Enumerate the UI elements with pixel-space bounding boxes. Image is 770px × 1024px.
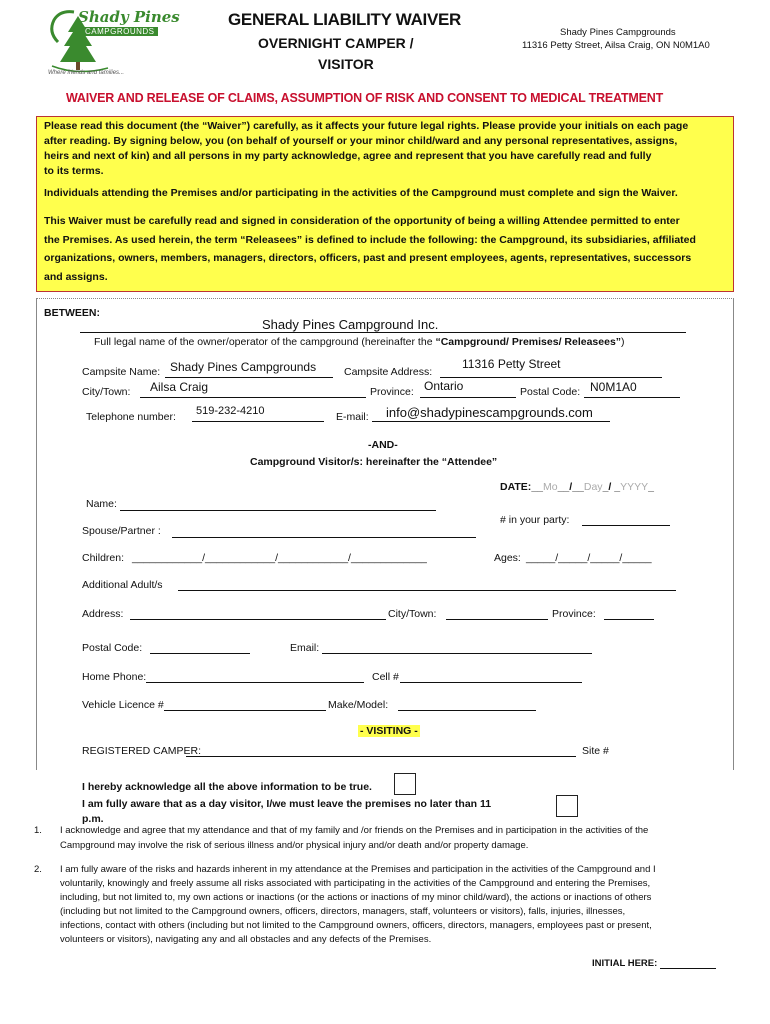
registered-camper-label: REGISTERED CAMPER: [82,745,202,757]
postal-label: Postal Code: [520,386,581,398]
ack-line-2a: I am fully aware that as a day visitor, I/we must leave the premises no later than 11 [82,798,492,810]
clause-2-line-4: (including but not limited to the Campground owners, officers, directors, managers, staff, volunteers or visitors), falls, injuries, illnesses, [60,906,626,917]
visitor-email-field[interactable] [322,653,592,654]
initial-here-label: INITIAL HERE: [592,958,658,969]
ack-checkbox-1[interactable] [394,773,416,795]
campsite-name-label: Campsite Name: [82,366,161,378]
visitor-postal-label: Postal Code: [82,642,143,654]
email-field[interactable] [372,421,610,422]
clause-1-line-2: Campground may involve the risk of serious illness and/or physical injury and/or death and/or property damage. [60,840,529,851]
children-label: Children: [82,552,125,564]
additional-adults-label: Additional Adult/s [82,579,163,591]
province-value: Ontario [424,379,464,393]
email-value: info@shadypinescampgrounds.com [386,405,593,420]
party-field[interactable] [582,525,670,526]
additional-adults-field[interactable] [178,590,676,591]
home-phone-label: Home Phone: [82,671,147,683]
registered-camper-field[interactable] [186,756,576,757]
notice-p3-l2: the Premises. As used herein, the term “Releasees” is defined to include the following: the Campground, its subsidiaries, affiliated [44,234,696,246]
notice-p3-l1: This Waiver must be carefully read and signed in consideration of the opportunity of being a willing Attendee permitted to enter [44,215,680,227]
initial-here-field[interactable] [660,968,716,969]
clause-2-line-2: voluntarily, knowingly and freely assume all risks associated with participating in the activities of the Campground and entering the Premises, [60,878,651,889]
clause-2-number: 2. [34,864,42,875]
visitor-city-field[interactable] [446,619,548,620]
and-label: -AND- [368,439,398,451]
postal-field[interactable] [584,397,680,398]
address-label: Address: [82,608,124,620]
notice-p2: Individuals attending the Premises and/or participating in the activities of the Campground must complete and sign the Waiver. [44,187,678,199]
notice-p1-l3: heirs and next of kin) and all persons in my party acknowledge, agree and represent that you have carefully read and fully [44,150,652,162]
date-year: YYYY [620,481,649,493]
make-label: Make/Model: [328,699,389,711]
org-address: 11316 Petty Street, Ailsa Craig, ON N0M1A0 [522,40,710,51]
notice-p1-l2: after reading. By signing below, you (on behalf of yourself or your minor child/ward and any personal representatives, assigns, [44,135,678,147]
page-title: GENERAL LIABILITY WAIVER [228,10,462,29]
owner-name-value: Shady Pines Campground Inc. [262,317,439,332]
clause-2-line-6: volunteers or visitors), navigating any and all obstacles and any defects of the Premises. [60,934,432,945]
city-label: City/Town: [82,386,131,398]
campsite-address-label: Campsite Address: [344,366,433,378]
date-month: Mo [543,481,558,493]
visitor-province-label: Province: [552,608,596,620]
ack-checkbox-2[interactable] [556,795,578,817]
ack-line-2b: p.m. [82,813,104,825]
notice-p3-l3: organizations, owners, members, managers, directors, officers, past and present employees, agents, representatives, successors [44,252,692,264]
cell-field[interactable] [400,682,582,683]
make-field[interactable] [398,710,536,711]
clause-2-line-3: including, but not limited to, my own actions or inactions (or the actions or inactions of my minor child/ward), the actions or inactions of others [60,892,652,903]
visitor-email-label: Email: [290,642,320,654]
province-label: Province: [370,386,414,398]
children-fields[interactable]: ____________/____________/____________/_____________ [132,552,427,564]
visitor-city-label: City/Town: [388,608,437,620]
name-field[interactable] [120,510,436,511]
visitor-province-field[interactable] [604,619,654,620]
city-field[interactable] [140,397,366,398]
clause-2-line-5: infections, contact with others (including but not limited to the Campground owners, officers, directors, managers, employees past or present, [60,920,652,931]
warning-title: WAIVER AND RELEASE OF CLAIMS, ASSUMPTION OF RISK AND CONSENT TO MEDICAL TREATMENT [66,91,664,105]
visiting-label: - VISITING - [360,725,418,737]
vehicle-label: Vehicle Licence # [82,699,164,711]
subtitle-1: OVERNIGHT CAMPER / [258,35,414,51]
province-field[interactable] [420,397,516,398]
ack-line-1: I hereby acknowledge all the above information to be true. [82,781,372,793]
notice-p1-l1: Please read this document (the “Waiver”) carefully, as it affects your future legal rights. Please provide your initials on each page [44,120,689,132]
city-value: Ailsa Craig [150,380,209,394]
owner-caption: Full legal name of the owner/operator of the campground (hereinafter the “Campground/ Premises/ Releasees”) [94,336,625,348]
ages-label: Ages: [494,552,521,564]
spouse-label: Spouse/Partner : [82,525,161,537]
logo-tagline: Where friends and families... [48,70,125,76]
campsite-address-field[interactable] [440,377,662,378]
email-label: E-mail: [336,411,369,423]
date-field[interactable]: DATE:__Mo__/__Day_/ _YYYY_ [500,481,654,493]
logo-name: Shady Pines [78,8,180,26]
spouse-field[interactable] [172,537,476,538]
campsite-name-value: Shady Pines Campgrounds [170,360,317,374]
campsite-name-field[interactable] [165,377,333,378]
site-label: Site # [582,745,609,757]
address-field[interactable] [130,619,386,620]
ages-fields[interactable]: _____/_____/_____/_____ [526,552,652,564]
campsite-address-value: 11316 Petty Street [462,357,561,371]
cell-label: Cell # [372,671,399,683]
logo-subname: CAMPGROUNDS [82,27,158,36]
subtitle-2: VISITOR [318,56,374,72]
notice-p1-l4: to its terms. [44,165,104,177]
clause-1-line-1: I acknowledge and agree that my attendance and that of my family and /or friends on the Premises and in participation in the activities of the [60,825,649,836]
between-label: BETWEEN: [44,307,100,319]
postal-value: N0M1A0 [590,380,637,394]
clause-2-line-1: I am fully aware of the risks and hazards inherent in my attendance at the Premises and participation in the activities of the Campground and I [60,864,656,875]
org-name: Shady Pines Campgrounds [560,27,676,38]
clause-1-number: 1. [34,825,42,836]
owner-name-field[interactable] [80,332,686,333]
visitor-postal-field[interactable] [150,653,250,654]
vehicle-field[interactable] [164,710,326,711]
phone-field[interactable] [192,421,324,422]
phone-label: Telephone number: [86,411,176,423]
phone-value: 519-232-4210 [196,405,265,417]
date-day: Day [583,481,603,493]
name-label: Name: [86,498,117,510]
visitor-heading: Campground Visitor/s: hereinafter the “Attendee” [250,456,498,468]
notice-p3-l4: and assigns. [44,271,108,283]
party-label: # in your party: [500,514,570,526]
home-phone-field[interactable] [146,682,364,683]
